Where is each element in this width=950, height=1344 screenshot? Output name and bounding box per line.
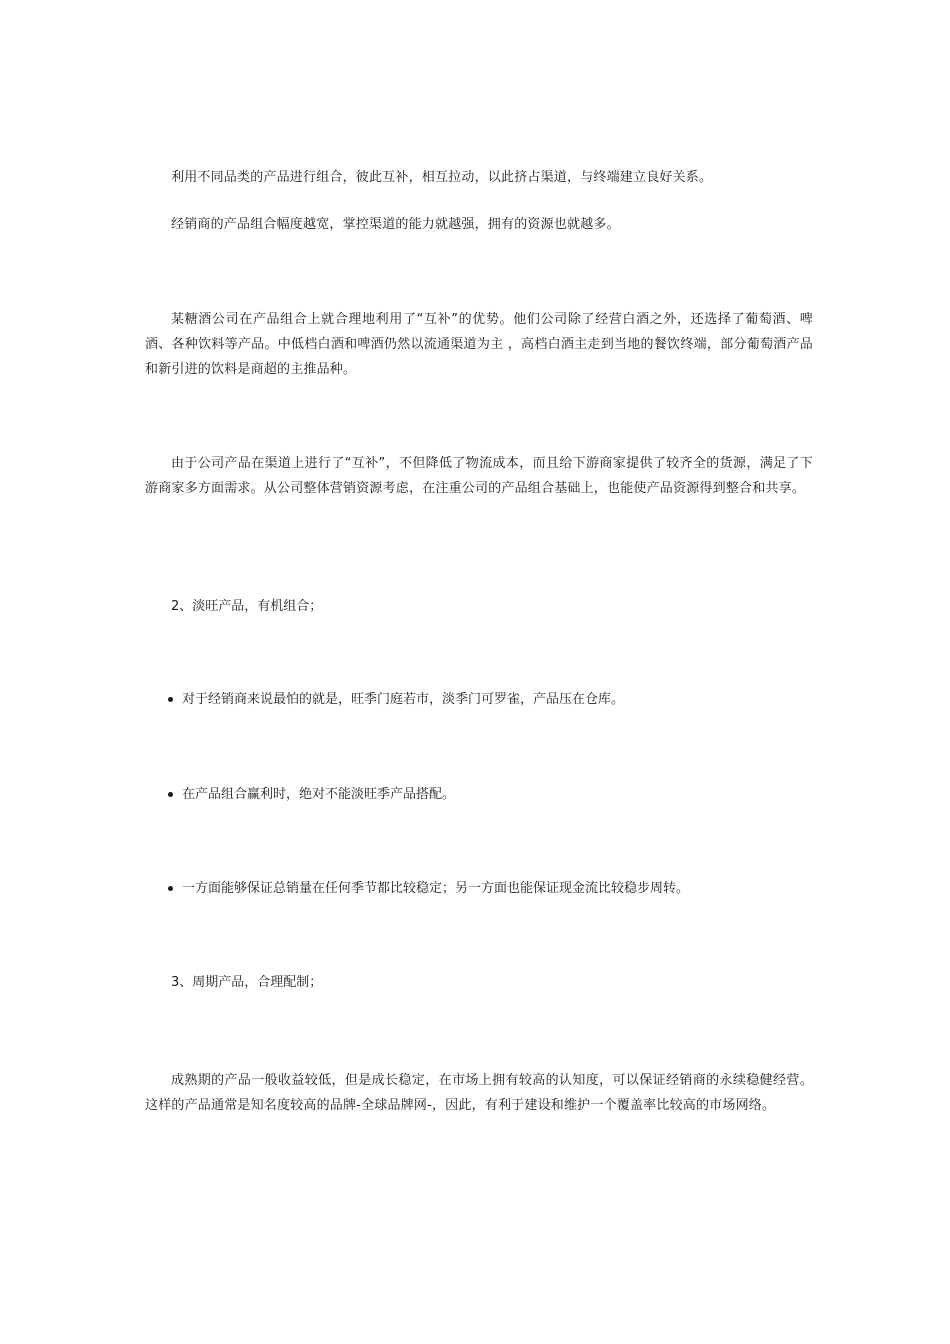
bullet-text: 在产品组合赢利时，绝对不能淡旺季产品搭配。: [182, 787, 456, 802]
heading-seasonal-products: 2、淡旺产品，有机组合；: [171, 599, 323, 614]
paragraph-assortment-width: 经销商的产品组合幅度越宽，掌控渠道的能力就越强，拥有的资源也就越多。: [171, 217, 620, 232]
bullet-item: [168, 687, 624, 712]
bullet-dot-icon: [168, 886, 173, 891]
paragraph-mature-products: 成熟期的产品一般收益较低，但是成长稳定，在市场上拥有较高的认知度，可以保证经销商的永续稳健经营。这样的产品通常是知名度较高的品牌-全球品牌网-，因此，有利于建设和维护一个覆盖率比较高的市场网络。: [145, 1073, 813, 1113]
bullet-dot-icon: [168, 697, 173, 702]
bullet-text: 一方面能够保证总销量在任何季节都比较稳定；另一方面也能保证现金流比较稳步周转。: [182, 881, 690, 896]
paragraph-complementary-combination: 利用不同品类的产品进行组合，彼此互补，相互拉动，以此挤占渠道，与终端建立良好关系。: [171, 170, 713, 185]
paragraph-channel-complement-benefits: 由于公司产品在渠道上进行了“互补”，不但降低了物流成本，而且给下游商家提供了较齐全的货源，满足了下游商家多方面需求。从公司整体营销资源考虑，在注重公司的产品组合基础上，也能使产品资源得到整合和共享。: [145, 456, 813, 496]
heading-lifecycle-products: 3、周期产品，合理配制；: [171, 975, 323, 990]
bullet-item: [168, 876, 689, 901]
bullet-item: [168, 782, 455, 807]
bullet-text: 对于经销商来说最怕的就是，旺季门庭若市，淡季门可罗雀，产品压在仓库。: [182, 692, 625, 707]
paragraph-liquor-company-example: 某糖酒公司在产品组合上就合理地利用了“互补”的优势。他们公司除了经营白酒之外，还选择了葡萄酒、啤酒、各种饮料等产品。中低档白酒和啤酒仍然以流通渠道为主 ，高档白酒主走到当地的餐饮终端，部分葡萄酒产品和新引进的饮料是商超的主推品种。: [145, 312, 813, 377]
bullet-dot-icon: [168, 792, 173, 797]
